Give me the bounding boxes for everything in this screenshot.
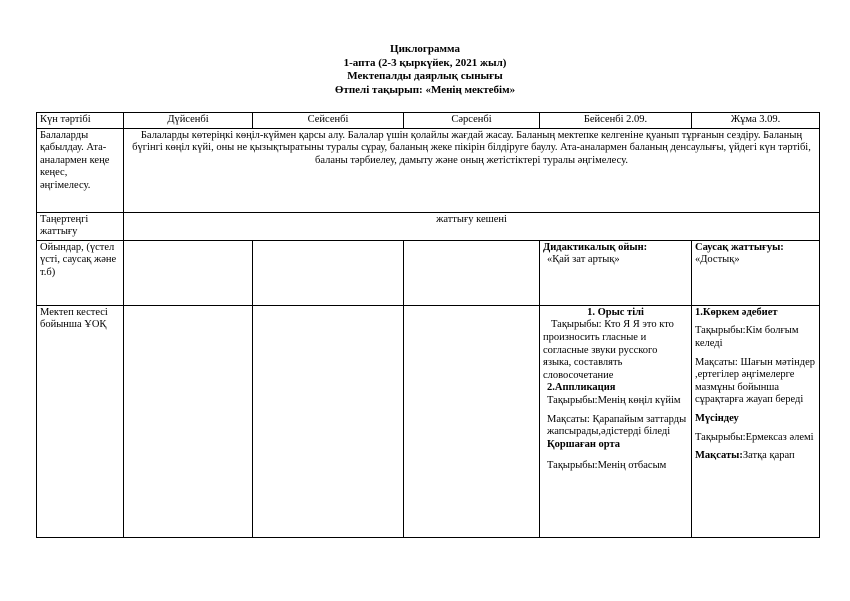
col-header-daily-routine: Күн тәртібі bbox=[37, 113, 124, 129]
col-header-thursday: Бейсенбі 2.09. bbox=[540, 113, 692, 129]
lesson-russian-title: 1. Орыс тілі bbox=[587, 306, 644, 318]
lesson-literature-topic: Тақырыбы:Кім болғым келеді bbox=[695, 325, 799, 349]
week-dates: 1-апта (2-3 қыркүйек, 2021 жыл) bbox=[343, 56, 507, 69]
row-label-reception: Балаларды қабылдау. Ата-аналармен кеңе кеңес, әңгімелесу. bbox=[37, 128, 124, 212]
didactic-game-title: Дидактикалық ойын: bbox=[543, 241, 648, 253]
schedule-wednesday-cell bbox=[404, 305, 540, 537]
lesson-modeling-goal-text: Затқа қарап bbox=[742, 450, 795, 462]
document-header bbox=[0, 43, 850, 97]
lesson-applique-goal: Мақсаты: Қарапайым заттарды жапсырады,әдістерді біледі bbox=[547, 413, 687, 438]
col-header-tuesday: Сейсенбі bbox=[253, 113, 404, 129]
games-friday-cell bbox=[692, 240, 820, 305]
games-wednesday-cell bbox=[404, 240, 540, 305]
lesson-modeling-title: Мүсіндеу bbox=[695, 412, 739, 424]
doc-title: Циклограмма bbox=[390, 43, 460, 55]
lesson-literature-goal: Мақсаты: Шағын мәтіндер ,ертегілер әңгімелерге мазмұны бойынша сұрақтарға жауап береді bbox=[695, 356, 816, 406]
lesson-russian-topic: Тақырыбы: Кто Я Я это кто произносить гласные и согласные звуки русского языка, составлять словосочетание bbox=[543, 319, 674, 381]
col-header-wednesday: Сәрсенбі bbox=[404, 113, 540, 129]
row-label-schedule: Мектеп кестесі бойынша ҰОҚ bbox=[37, 305, 124, 537]
row-label-morning-exercise: Таңертеңгі жаттығу bbox=[37, 212, 124, 240]
games-tuesday-cell bbox=[253, 240, 404, 305]
table-row-games bbox=[37, 240, 820, 305]
morning-exercise-content: жаттығу кешені bbox=[124, 212, 820, 240]
reception-content: Балаларды көтеріңкі көңіл-күймен қарсы алу. Балалар үшін қолайлы жағдай жасау. Баланың мектепке келгеніне қуанып тұрғанын сездіру. Баланың бүгінгі көңіл күйі, оны не қызықтыратыны туралы сұрау, баланың жеке пікірін білдіруге баулу. Ата-аналармен баланың денсаулығы, үйдегі күн тәртібі, баланы тәрбиелеу, дамыту және оның жетістіктері туралы әңгімелесу. bbox=[124, 128, 820, 212]
lesson-literature-title: 1.Көркем әдебиет bbox=[695, 306, 778, 318]
table-row-schedule bbox=[37, 305, 820, 537]
table-header-row bbox=[37, 113, 820, 129]
lesson-modeling-topic: Тақырыбы:Ермексаз әлемі bbox=[695, 431, 814, 443]
col-header-monday: Дүйсенбі bbox=[124, 113, 253, 129]
finger-exercise-title: Саусақ жаттығуы: bbox=[695, 241, 784, 253]
lesson-environment-title: Қоршаған орта bbox=[547, 438, 620, 450]
lesson-modeling-goal bbox=[695, 450, 816, 463]
lesson-applique-title: 2.Аппликация bbox=[547, 382, 616, 394]
games-monday-cell bbox=[124, 240, 253, 305]
schedule-monday-cell bbox=[124, 305, 253, 537]
lesson-modeling-goal-label: Мақсаты: bbox=[695, 450, 743, 462]
games-thursday-cell bbox=[540, 240, 692, 305]
didactic-game-name: «Қай зат артық» bbox=[547, 254, 620, 266]
lesson-applique-topic: Тақырыбы:Менің көңіл күйім bbox=[547, 394, 681, 406]
transit-topic: Өтпелі тақырып: «Менің мектебім» bbox=[334, 83, 516, 96]
table-row-morning-exercise bbox=[37, 212, 820, 240]
schedule-friday-cell bbox=[692, 305, 820, 537]
class-name: Мектепалды даярлық сынығы bbox=[347, 70, 503, 82]
lesson-environment-topic: Тақырыбы:Менің отбасым bbox=[547, 460, 667, 472]
schedule-tuesday-cell bbox=[253, 305, 404, 537]
schedule-table bbox=[36, 112, 820, 538]
table-row-reception bbox=[37, 128, 820, 212]
schedule-thursday-cell bbox=[540, 305, 692, 537]
col-header-friday: Жұма 3.09. bbox=[692, 113, 820, 129]
finger-exercise-name: «Достық» bbox=[695, 254, 740, 266]
row-label-games: Ойындар, (үстел үсті, саусақ және т.б) bbox=[37, 240, 124, 305]
